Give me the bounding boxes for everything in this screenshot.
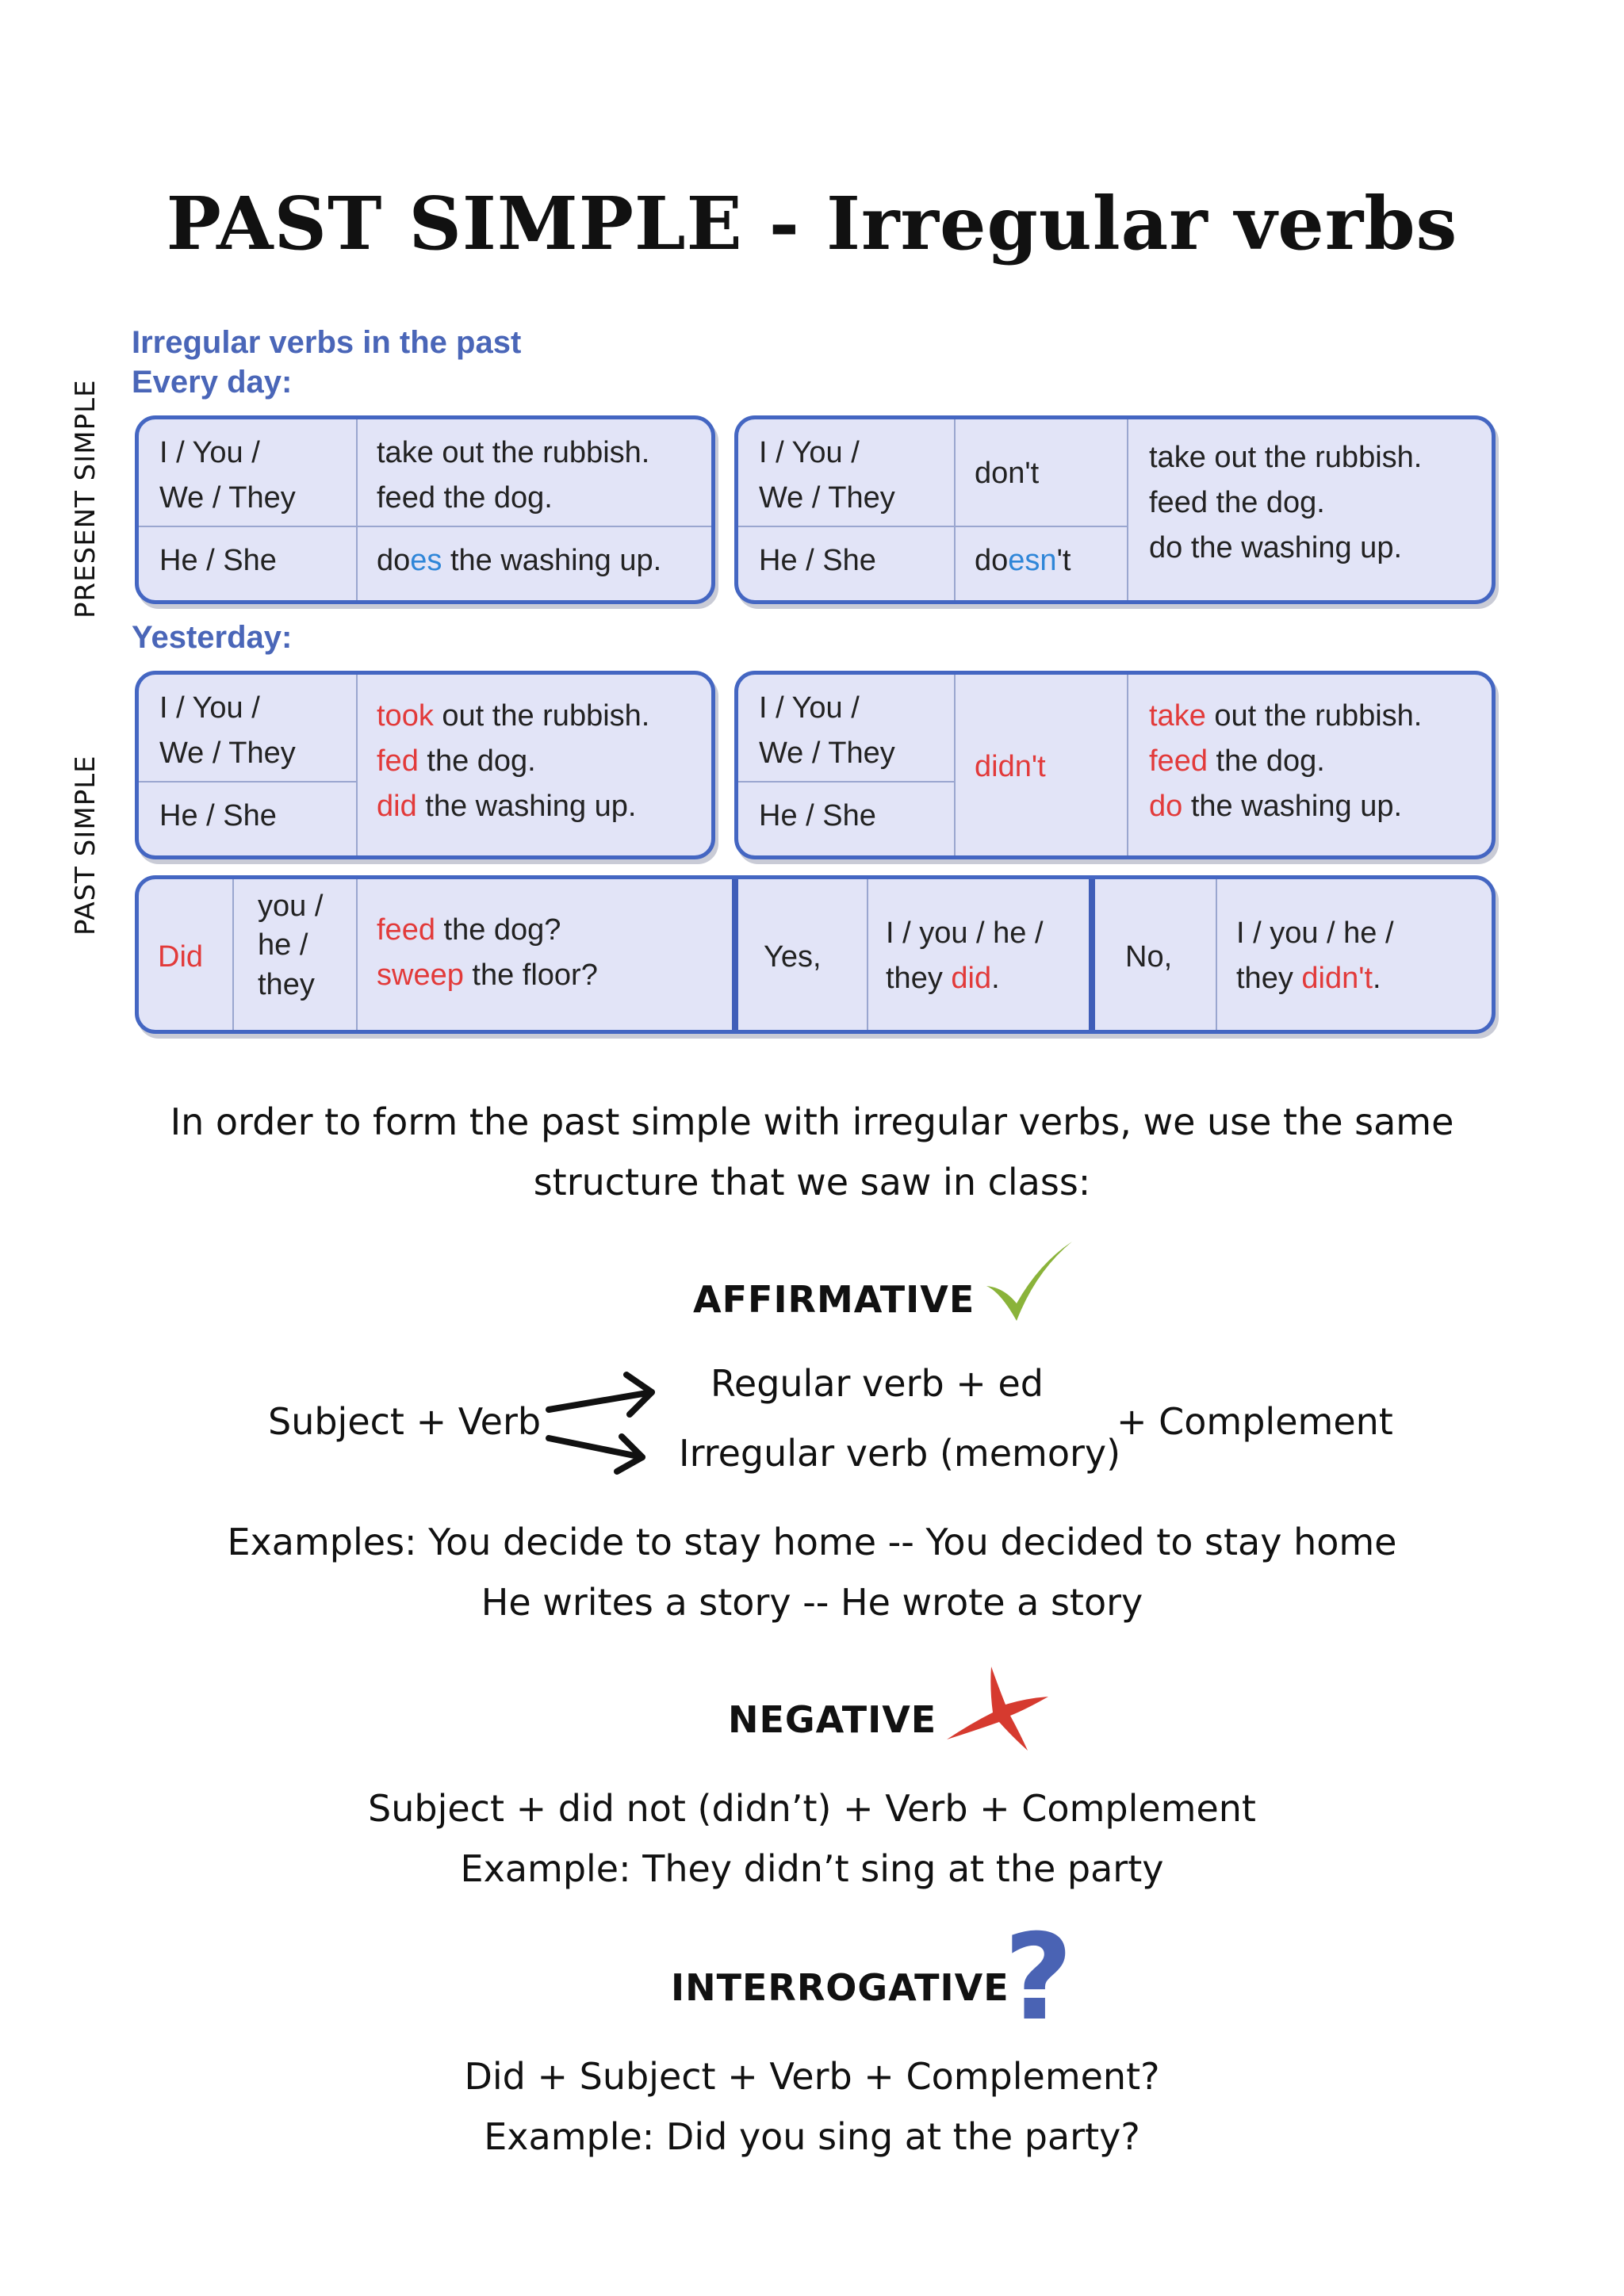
intro-line: In order to form the past simple with irregular verbs, we use the same (170, 1100, 1454, 1143)
short-answer-cell: they did. (886, 962, 1000, 995)
yes-cell: Yes, (764, 940, 822, 974)
subject-cell: We / They (759, 737, 895, 770)
cross-icon (944, 1665, 1051, 1752)
negative-formula: Subject + did not (didn’t) + Verb + Complement (368, 1787, 1256, 1830)
verb-cell: take out the rubbish. (1149, 699, 1423, 733)
verb-cell: took out the rubbish. (377, 699, 650, 733)
subject-cell: I / You / (759, 436, 860, 469)
question-box (135, 875, 1496, 1034)
question-verb-cell: feed the dog? (377, 913, 561, 947)
page-title: PAST SIMPLE - Irregular verbs (166, 181, 1458, 266)
yesterday-label: Yesterday: (132, 620, 293, 655)
verb-cell: feed the dog. (1149, 744, 1325, 778)
subject-cell: He / She (159, 799, 277, 832)
verb-cell: did the washing up. (377, 790, 637, 823)
side-label-present-simple: PRESENT SIMPLE (70, 379, 102, 618)
interrogative-formula: Did + Subject + Verb + Complement? (464, 2055, 1160, 2098)
subject-cell: We / They (759, 481, 895, 515)
grammar-box-heading: Irregular verbs in the past (132, 325, 522, 360)
verb-cell: feed the dog. (1149, 486, 1325, 519)
question-mark-icon: ? (1004, 1909, 1074, 2047)
complement-text: + Complement (1116, 1400, 1393, 1443)
every-day-label: Every day: (132, 365, 293, 400)
question-verb-cell: sweep the floor? (377, 959, 598, 992)
interrogative-heading: INTERROGATIVE (671, 1966, 1009, 2009)
subject-cell: He / She (759, 799, 876, 832)
subject-cell: they (258, 967, 315, 1001)
affirmative-example: Examples: You decide to stay home -- You decided to stay home (227, 1521, 1397, 1563)
verb-cell: do the washing up. (1149, 790, 1403, 823)
verb-cell: take out the rubbish. (1149, 441, 1423, 474)
aux-cell: doesn't (975, 544, 1071, 577)
affirmative-heading: AFFIRMATIVE (693, 1278, 975, 1321)
short-answer-cell: I / you / he / (1236, 916, 1394, 950)
aux-cell: didn't (975, 750, 1046, 783)
subject-cell: We / They (159, 737, 296, 770)
short-answer-cell: they didn't. (1236, 962, 1381, 995)
subject-cell: I / You / (759, 691, 860, 725)
verb-cell: does the washing up. (377, 544, 662, 577)
negative-heading: NEGATIVE (728, 1698, 937, 1741)
affirmative-example: He writes a story -- He wrote a story (481, 1581, 1143, 1624)
past-affirmative-box (135, 671, 715, 859)
did-cell: Did (158, 940, 204, 974)
interrogative-example: Example: Did you sing at the party? (484, 2115, 1140, 2158)
subject-cell: I / You / (159, 691, 260, 725)
check-icon (980, 1237, 1075, 1332)
no-cell: No, (1125, 940, 1173, 974)
side-label-past-simple: PAST SIMPLE (70, 755, 102, 936)
verb-cell: fed the dog. (377, 744, 536, 778)
regular-verb-text: Regular verb + ed (710, 1362, 1044, 1405)
subject-verb-text: Subject + Verb (268, 1400, 542, 1443)
arrows-icon (541, 1365, 660, 1484)
present-affirmative-box (135, 415, 715, 604)
verb-cell: take out the rubbish. (377, 436, 650, 469)
subject-cell: He / She (759, 544, 876, 577)
verb-cell: do the washing up. (1149, 531, 1403, 564)
subject-cell: he / (258, 928, 308, 962)
present-negative-box (734, 415, 1496, 604)
negative-example: Example: They didn’t sing at the party (460, 1847, 1164, 1890)
subject-cell: I / You / (159, 436, 260, 469)
short-answer-cell: I / you / he / (886, 916, 1044, 950)
subject-cell: He / She (159, 544, 277, 577)
intro-line: structure that we saw in class: (533, 1161, 1091, 1203)
aux-cell: don't (975, 457, 1040, 490)
verb-cell: feed the dog. (377, 481, 553, 515)
irregular-verb-text: Irregular verb (memory) (679, 1432, 1121, 1475)
subject-cell: you / (258, 890, 324, 923)
past-negative-box (734, 671, 1496, 859)
subject-cell: We / They (159, 481, 296, 515)
